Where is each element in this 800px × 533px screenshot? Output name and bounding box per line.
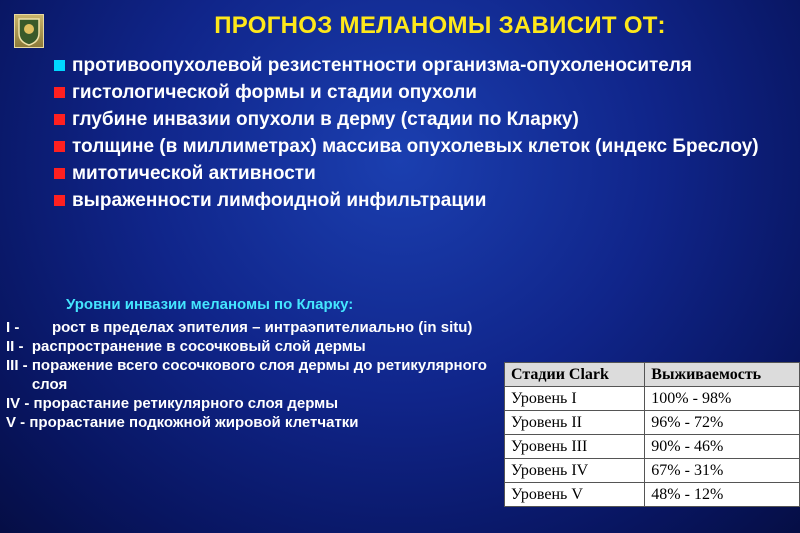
stage-cell: Уровень III	[505, 435, 645, 459]
table-header-row	[505, 363, 800, 387]
list-item	[54, 160, 774, 187]
clark-levels-list	[6, 318, 501, 432]
table-row	[505, 411, 800, 435]
level-number: IV -	[6, 395, 34, 412]
column-header: Выживаемость	[645, 363, 800, 387]
list-item	[6, 318, 501, 337]
factor-text: противоопухолевой резистентности организма-опухоленосителя	[72, 55, 693, 76]
prognosis-factors-list	[54, 52, 774, 214]
clark-levels-heading: Уровни инвазии меланомы по Кларку:	[66, 296, 354, 313]
factor-text: толщине (в миллиметрах) массива опухолевых клеток (индекс Бреслоу)	[72, 136, 759, 157]
list-item	[54, 133, 774, 160]
survival-cell: 96% - 72%	[645, 411, 800, 435]
square-bullet-icon	[54, 168, 65, 179]
list-item	[6, 356, 501, 394]
square-bullet-icon	[54, 195, 65, 206]
level-number: III -	[6, 357, 32, 374]
stage-cell: Уровень IV	[505, 459, 645, 483]
stage-cell: Уровень I	[505, 387, 645, 411]
level-description: поражение всего сосочкового слоя дермы до ретикулярного слоя	[31, 357, 487, 393]
square-bullet-icon	[54, 141, 65, 152]
level-number: II -	[6, 338, 32, 355]
level-number: I -	[6, 319, 36, 336]
table-row	[505, 435, 800, 459]
table-row	[505, 483, 800, 507]
table-row	[505, 387, 800, 411]
list-item	[6, 413, 501, 432]
page-title: ПРОГНОЗ МЕЛАНОМЫ ЗАВИСИТ ОТ:	[214, 12, 666, 39]
level-number: V -	[6, 414, 30, 431]
survival-cell: 90% - 46%	[645, 435, 800, 459]
level-description: распространение в сосочковый слой дермы	[31, 338, 366, 355]
list-item	[54, 106, 774, 133]
list-item	[54, 79, 774, 106]
factor-text: гистологической формы и стадии опухоли	[72, 82, 477, 103]
level-description: прорастание подкожной жировой клетчатки	[29, 414, 359, 431]
stage-cell: Уровень V	[505, 483, 645, 507]
factor-text: выраженности лимфоидной инфильтрации	[72, 190, 487, 211]
factor-text: митотической активности	[72, 163, 316, 184]
square-bullet-icon	[54, 60, 65, 71]
survival-cell: 67% - 31%	[645, 459, 800, 483]
list-item	[54, 187, 774, 214]
list-item	[6, 394, 501, 413]
level-description: рост в пределах эпителия – интраэпителиально (in situ)	[52, 319, 473, 336]
list-item	[6, 337, 501, 356]
survival-table	[504, 362, 800, 507]
square-bullet-icon	[54, 87, 65, 98]
list-item	[54, 52, 774, 79]
factor-text: глубине инвазии опухоли в дерму (стадии по Кларку)	[72, 109, 579, 130]
square-bullet-icon	[54, 114, 65, 125]
survival-cell: 100% - 98%	[645, 387, 800, 411]
table-row	[505, 459, 800, 483]
level-description: прорастание ретикулярного слоя дермы	[33, 395, 339, 412]
survival-cell: 48% - 12%	[645, 483, 800, 507]
stage-cell: Уровень II	[505, 411, 645, 435]
column-header: Стадии Clark	[505, 363, 645, 387]
